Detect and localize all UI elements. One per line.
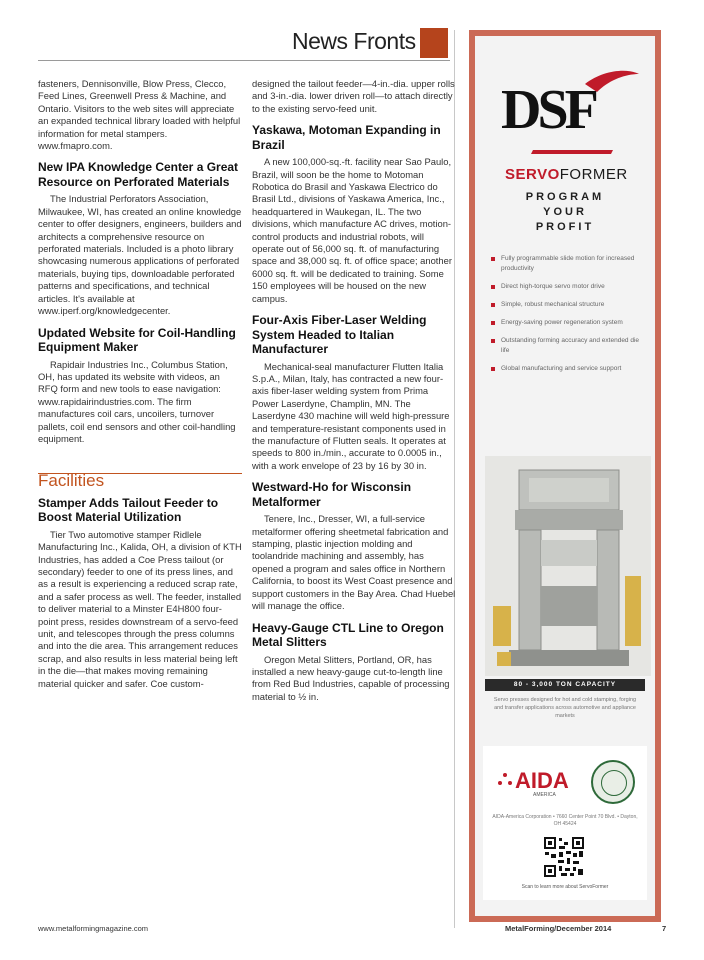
article-body: Mechanical-seal manufacturer Flutten Italia S.p.A., Milan, Italy, has contracted a new four-axis fiber-laser welding system from Prima Power Laserdyne, Champlin, MN. The Laserdyne 430 machine will weld high-pressure and temperature-resistant components used in the manufacture of Flutten seals. It operates at speeds to 800 in./min., accurate to 0.0005 in., with a work envelope of 23 by 16 by 30 in. <box>252 360 450 471</box>
aida-logo: AIDA <box>515 768 569 793</box>
press-machine-image <box>485 456 651 676</box>
press-machine-icon <box>485 456 651 676</box>
article-headline: Heavy-Gauge CTL Line to Oregon Metal Slitters <box>252 620 444 649</box>
footer-issue: MetalForming/December 2014 <box>505 924 612 933</box>
capacity-banner: 80 - 3,000 TON CAPACITY <box>485 679 645 691</box>
section-heading-facilities: Facilities <box>38 473 242 487</box>
ad-feature-item: Energy-saving power regeneration system <box>491 318 649 328</box>
article-body: A new 100,000-sq.-ft. facility near Sao Paulo, Brazil, will soon be the home to Motoman Robotica do Brasil and Yaskawa Electrico do Brasil Ltd., divisions of Yaskawa America, Inc., headquartered in Waukegan, IL. The two divisions, which manufacture AC drives, motion-control products and industrial robots, will operate out of 56,000 sq. ft. of manufacturing space and 38,000 sq. ft. of office space; another 6000 sq. ft. will be dedicated to training. Some 150 employees will be housed on the new campus. <box>252 156 452 304</box>
continued-text: designed the tailout feeder—4-in.-dia. upper rolls and 3-in.-dia. lower driven roll—to attach directly to the existing servo-feed unit. <box>252 78 455 114</box>
continued-text: fasteners, Dennisonville, Blow Press, Clecco, Feed Lines, Greenwell Press & Machine, and Ontario. Visitors to the web sites will appreciate an expanded technical library loaded with helpful information for metal stampers. www.fmapro.com. <box>38 78 241 152</box>
aida-subtitle: AMERICA <box>533 792 556 798</box>
article-headline: Yaskawa, Motoman Expanding in Brazil <box>252 123 441 152</box>
header-rule <box>38 60 450 61</box>
article-headline: Updated Website for Coil-Handling Equipment Maker <box>38 325 236 354</box>
article-body: Oregon Metal Slitters, Portland, OR, has installed a new heavy-gauge cut-to-length line from Red Bud Industries, capable of processing material to ½ in. <box>252 653 450 702</box>
footer-url[interactable]: www.metalformingmagazine.com <box>38 924 149 933</box>
article-body: Rapidair Industries Inc., Columbus Station, OH, has updated its website with videos, an RFQ form and new tools to ease navigation: www.rapidairindustries.com. The firm manufactures coil cars, uncoilers, turnover pallets, coil end sensors and other coil-handling equipment. <box>38 358 236 444</box>
article-body: Tier Two automotive stamper Ridlele Manufacturing Inc., Kalida, OH, a division of KTH Industries, has added a Coe Press tailout (or secondary) feeder to one of its press lines, and as a result is experiencing a reduced scrap rate, and a safer process as well. The feeder, installed to deliver material to a Minster E4H800 four-point press, resides downstream of a servo-feed unit, and telescopes through the press columns and into the die area. This arrangement reduces scrap, and also results in less material being left in the die—that makes moving remaining material quicker and safer. Coe custom- <box>38 528 242 689</box>
article-column-right <box>252 78 456 703</box>
article-headline: New IPA Knowledge Center a Great Resource on Perforated Materials <box>38 160 239 189</box>
advertisement[interactable] <box>469 30 661 922</box>
ad-feature-item: Simple, robust mechanical structure <box>491 300 649 310</box>
article-headline: Four-Axis Fiber-Laser Welding System Headed to Italian Manufacturer <box>252 313 427 357</box>
page-number: 7 <box>662 924 667 933</box>
ad-description: Servo presses designed for hot and cold stamping, forging and transfer applications across automotive and appliance markets <box>493 697 637 719</box>
section-color-block <box>420 28 448 58</box>
anniversary-seal-icon <box>591 760 635 804</box>
ad-contact-panel <box>483 746 647 900</box>
ad-feature-item: Fully programmable slide motion for increased productivity <box>491 254 649 274</box>
article-column-left <box>38 78 242 690</box>
ad-headline <box>475 190 655 235</box>
article-body: The Industrial Perforators Association, Milwaukee, WI, has created an online knowledge center to offer designers, engineers, builders and architects a comprehensive resource on perforated materials. Included is a photo library showcasing numerous applications of perforated materials, buying tips, downloadable perforated patterns and specifications, and technical articles. It's available at www.iperf.org/knowledgecenter. <box>38 193 242 317</box>
ad-headline-line: PROFIT <box>535 221 595 233</box>
servoformer-wordmark <box>505 166 628 183</box>
logo-text: DSF <box>501 79 595 141</box>
servo-suffix: FORMER <box>559 166 628 183</box>
ad-address: AIDA-America Corporation • 7660 Center Point 70 Blvd. • Dayton, OH 45424 <box>492 814 638 827</box>
servo-prefix: SERVO <box>505 166 560 183</box>
article-body: Tenere, Inc., Dresser, WI, a full-service metalformer offering sheetmetal fabrication and stamping, plastic injection molding and toolandride machining and assembly, has opened a program and sales office in Northern California, to boost its West Coast presence and support customers in the Bay Area. Chad Huebel will manage the office. <box>252 513 456 612</box>
qr-code-icon[interactable] <box>543 836 585 878</box>
ad-feature-item: Outstanding forming accuracy and extended die life <box>491 336 649 356</box>
ad-panel <box>475 36 655 916</box>
ad-headline-line: PROGRAM <box>525 191 605 203</box>
article-headline: Stamper Adds Tailout Feeder to Boost Material Utilization <box>38 495 219 525</box>
scan-caption: Scan to learn more about ServoFormer <box>521 884 609 890</box>
article-headline: Westward-Ho for Wisconsin Metalformer <box>252 480 412 509</box>
ad-headline-line: YOUR <box>543 206 587 218</box>
aida-mark-icon <box>497 772 513 788</box>
ad-feature-item: Global manufacturing and service support <box>491 364 649 374</box>
dsf-logo <box>475 56 655 196</box>
section-title: News Fronts <box>292 28 416 54</box>
ad-feature-item: Direct high-torque servo motor drive <box>491 282 649 292</box>
ad-feature-list <box>491 254 649 382</box>
